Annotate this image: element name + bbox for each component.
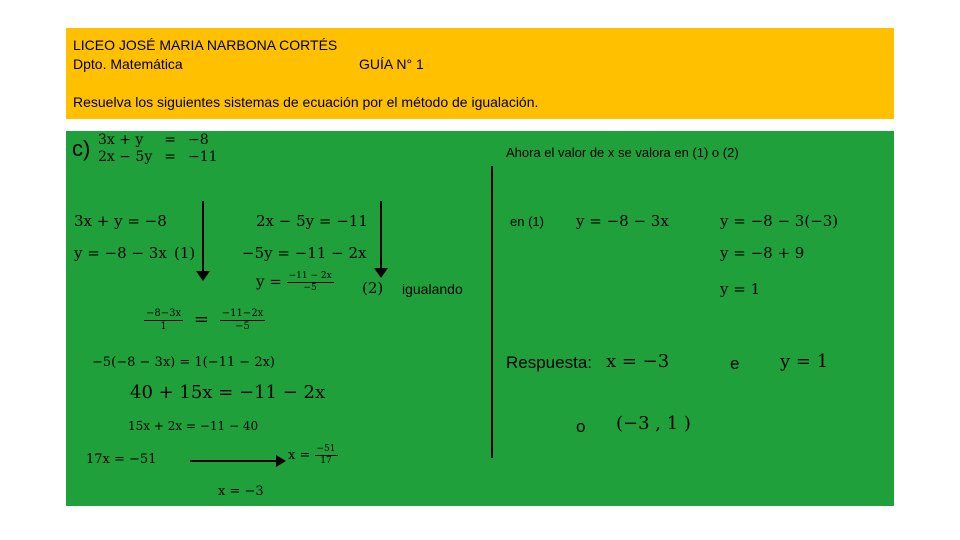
fraction-numerator: −11 − 2x	[288, 271, 332, 281]
fraction-denominator: 17	[320, 456, 332, 466]
equals-sign: =	[193, 308, 209, 330]
problem-label: c)	[72, 136, 91, 161]
system-eq: =	[164, 148, 176, 165]
solution-board	[66, 131, 894, 506]
right-arrow-icon	[276, 455, 286, 467]
instruction	[73, 94, 538, 110]
substitution-step-2: y = −8 + 9	[720, 244, 805, 262]
answer-pair: (−3 , 1 )	[616, 413, 691, 434]
instruction-suffix: .	[534, 94, 539, 110]
x-result: x = −3	[218, 484, 264, 499]
header-banner	[66, 28, 894, 119]
substitution-note: Ahora el valor de x se valora en (1) o (2)	[506, 145, 739, 160]
fraction-numerator: −8−3x	[146, 308, 182, 319]
answer-conjunction: e	[730, 354, 740, 373]
system-row	[92, 132, 224, 149]
substitution-target: en (1)	[510, 214, 544, 229]
cross-multiply: −5(−8 − 3x) = 1(−11 − 2x)	[92, 355, 275, 370]
system-lhs: 2x − 5y	[98, 148, 153, 165]
eq2-fraction	[287, 272, 334, 293]
system-lhs: 3x + y	[98, 132, 144, 148]
x-fraction-value	[315, 445, 338, 466]
system-row	[92, 149, 224, 166]
fraction-numerator: −51	[316, 444, 336, 454]
combined-terms: 17x = −51	[86, 452, 157, 467]
equation-system	[92, 132, 224, 166]
x-fraction-lhs: x =	[288, 448, 311, 463]
fraction-denominator: −5	[303, 283, 317, 293]
system-eq: =	[164, 132, 176, 148]
eq1-tag: (1)	[174, 244, 196, 262]
right-arrow-shaft	[190, 460, 278, 462]
right-fraction	[220, 309, 265, 332]
answer-x: x = −3	[606, 351, 670, 372]
answer-or: o	[576, 417, 586, 436]
eq2-final-lhs: y =	[256, 272, 282, 291]
department: Dpto. Matemática	[73, 56, 183, 72]
system-rhs: −8	[187, 132, 209, 148]
eq1-solved: y = −8 − 3x	[74, 244, 167, 262]
substitution-equation: y = −8 − 3x	[576, 212, 669, 230]
down-arrow-shaft	[380, 201, 382, 272]
eq2-final	[256, 272, 334, 293]
down-arrow-icon	[374, 268, 388, 278]
down-arrow-shaft	[202, 201, 204, 275]
answer-y: y = 1	[780, 351, 829, 372]
instruction-method: método de igualación	[401, 94, 535, 110]
column-divider	[491, 166, 493, 458]
fraction-numerator: −11−2x	[221, 308, 264, 319]
fraction-denominator: 1	[160, 321, 167, 332]
down-arrow-icon	[196, 271, 210, 281]
x-fraction	[288, 445, 338, 466]
eq2-start: 2x − 5y = −11	[256, 212, 368, 230]
answer-label: Respuesta:	[506, 353, 592, 372]
eq2-step: −5y = −11 − 2x	[242, 244, 367, 262]
school-name: LICEO JOSÉ MARIA NARBONA CORTÉS	[73, 37, 338, 53]
system-rhs: −11	[187, 148, 218, 165]
substitution-step-1: y = −8 − 3(−3)	[720, 212, 839, 230]
instruction-prefix: Resuelva los siguientes sistemas de ecuación por el	[73, 94, 402, 110]
igualando-label: igualando	[402, 281, 463, 297]
fraction-denominator: −5	[235, 321, 250, 332]
grouped-terms: 15x + 2x = −11 − 40	[128, 419, 259, 433]
eq2-tag: (2)	[362, 279, 384, 297]
guide-number: GUÍA N° 1	[359, 56, 424, 72]
eq1-start: 3x + y = −8	[74, 212, 167, 230]
expanded-equation: 40 + 15x = −11 − 2x	[130, 382, 326, 403]
left-fraction	[144, 309, 183, 332]
equated-fractions	[144, 309, 265, 332]
substitution-step-3: y = 1	[720, 280, 761, 298]
